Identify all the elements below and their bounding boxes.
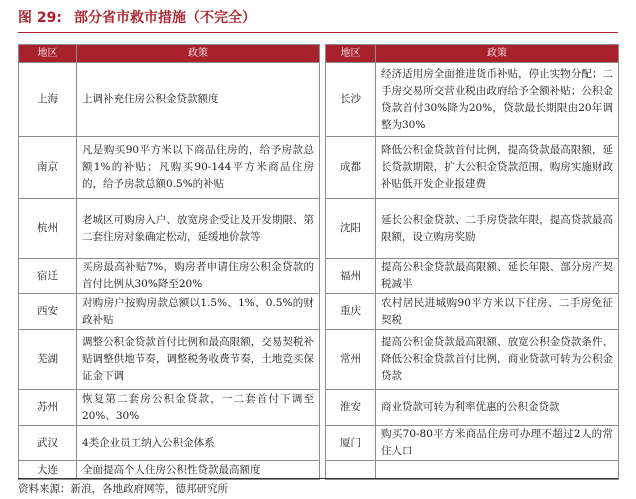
policy-cell: 上调补充住房公积金贷款额度 [77, 63, 320, 137]
table-row [19, 461, 619, 480]
policy-cell: 4类企业员工纳入公积金体系 [77, 426, 320, 461]
table-row [19, 390, 619, 426]
header-region-right: 地区 [326, 45, 376, 63]
city-cell: 南京 [19, 137, 77, 199]
header-region-left: 地区 [19, 45, 77, 63]
policy-cell: 调整公积金贷款首付比例和最高限额，交易契税补贴调整供地节奏，调整税务收费节奏，土地竞买保证金下调 [77, 330, 320, 390]
policy-cell: 经济适用房全面推进货币补贴，停止实物分配；二手房交易所交营业税由政府给予全额补贴；公积金贷款首付30%降为20%，贷款最长期限由20年调整为30% [376, 63, 619, 137]
policy-cell: 商业贷款可转为利率优惠的公积金贷款 [376, 390, 619, 426]
city-cell: 芜湖 [19, 330, 77, 390]
figure-title [18, 6, 256, 30]
table-row [19, 294, 619, 330]
city-cell: 杭州 [19, 199, 77, 259]
city-cell: 大连 [19, 461, 77, 480]
city-cell: 淮安 [326, 390, 376, 426]
policy-cell: 农村居民进城购90平方米以下住房、二手房免征契税 [376, 294, 619, 330]
city-cell: 厦门 [326, 426, 376, 461]
figure-number: 图 29: [18, 10, 62, 26]
table-row [19, 137, 619, 199]
policy-cell: 降低公积金贷款首付比例，提高贷款最高限额，延长贷款期限，扩大公积金贷款范围，购房实施财政补贴低开发企业报建费 [376, 137, 619, 199]
source-note: 资料来源：新浪，各地政府网等，德邦研究所 [18, 483, 228, 495]
policy-cell: 延长公积金贷款、二手房贷款年限，提高贷款最高限额，设立购房奖励 [376, 199, 619, 259]
policy-cell: 对购房户按购房款总额以1.5%、1%、0.5%的财政补贴 [77, 294, 320, 330]
city-cell: 成都 [326, 137, 376, 199]
policy-cell: 提高公积金贷款最高限额、延长年限、部分房产契税减半 [376, 259, 619, 294]
policy-cell [376, 461, 619, 480]
footer-rule [18, 478, 618, 479]
table-row [19, 259, 619, 294]
policy-cell: 老城区可购房入户、放宽房企受让及开发期限、第二套住房对象确定松动，延缓地价款等 [77, 199, 320, 259]
table-row [19, 63, 619, 137]
header-policy-right: 政策 [376, 45, 619, 63]
city-cell: 宿迁 [19, 259, 77, 294]
policy-cell: 买房最高补贴7%，购房者申请住房公积金贷款的首付比例从30%降至20% [77, 259, 320, 294]
policy-cell: 购买70-80平方米商品住房可办理不超过2人的常住人口 [376, 426, 619, 461]
header-policy-left: 政策 [77, 45, 320, 63]
city-cell: 武汉 [19, 426, 77, 461]
city-cell: 西安 [19, 294, 77, 330]
city-cell: 沈阳 [326, 199, 376, 259]
city-cell: 上海 [19, 63, 77, 137]
city-cell: 苏州 [19, 390, 77, 426]
table-row [19, 330, 619, 390]
title-rule [18, 32, 618, 33]
city-cell: 福州 [326, 259, 376, 294]
city-cell: 长沙 [326, 63, 376, 137]
city-cell [326, 461, 376, 480]
city-cell: 重庆 [326, 294, 376, 330]
policy-table [18, 44, 619, 480]
city-cell: 常州 [326, 330, 376, 390]
table-row [19, 199, 619, 259]
figure-caption: 部分省市救市措施（不完全） [73, 10, 256, 26]
policy-cell: 恢复第二套房公积金贷款，一二套首付下调至20%、30% [77, 390, 320, 426]
table-row [19, 426, 619, 461]
table-header-row [19, 45, 619, 63]
policy-cell: 全面提高个人住房公积性贷款最高额度 [77, 461, 320, 480]
policy-cell: 凡是购买90平方米以下商品住房的，给予房款总额1%的补贴；凡购买90-144平方米商品住房的，给予房款总额0.5%的补贴 [77, 137, 320, 199]
policy-cell: 提高公积金贷款最高限额、放宽公积金贷款条件、降低公积金贷款首付比例，商业贷款可转为公积金贷款 [376, 330, 619, 390]
